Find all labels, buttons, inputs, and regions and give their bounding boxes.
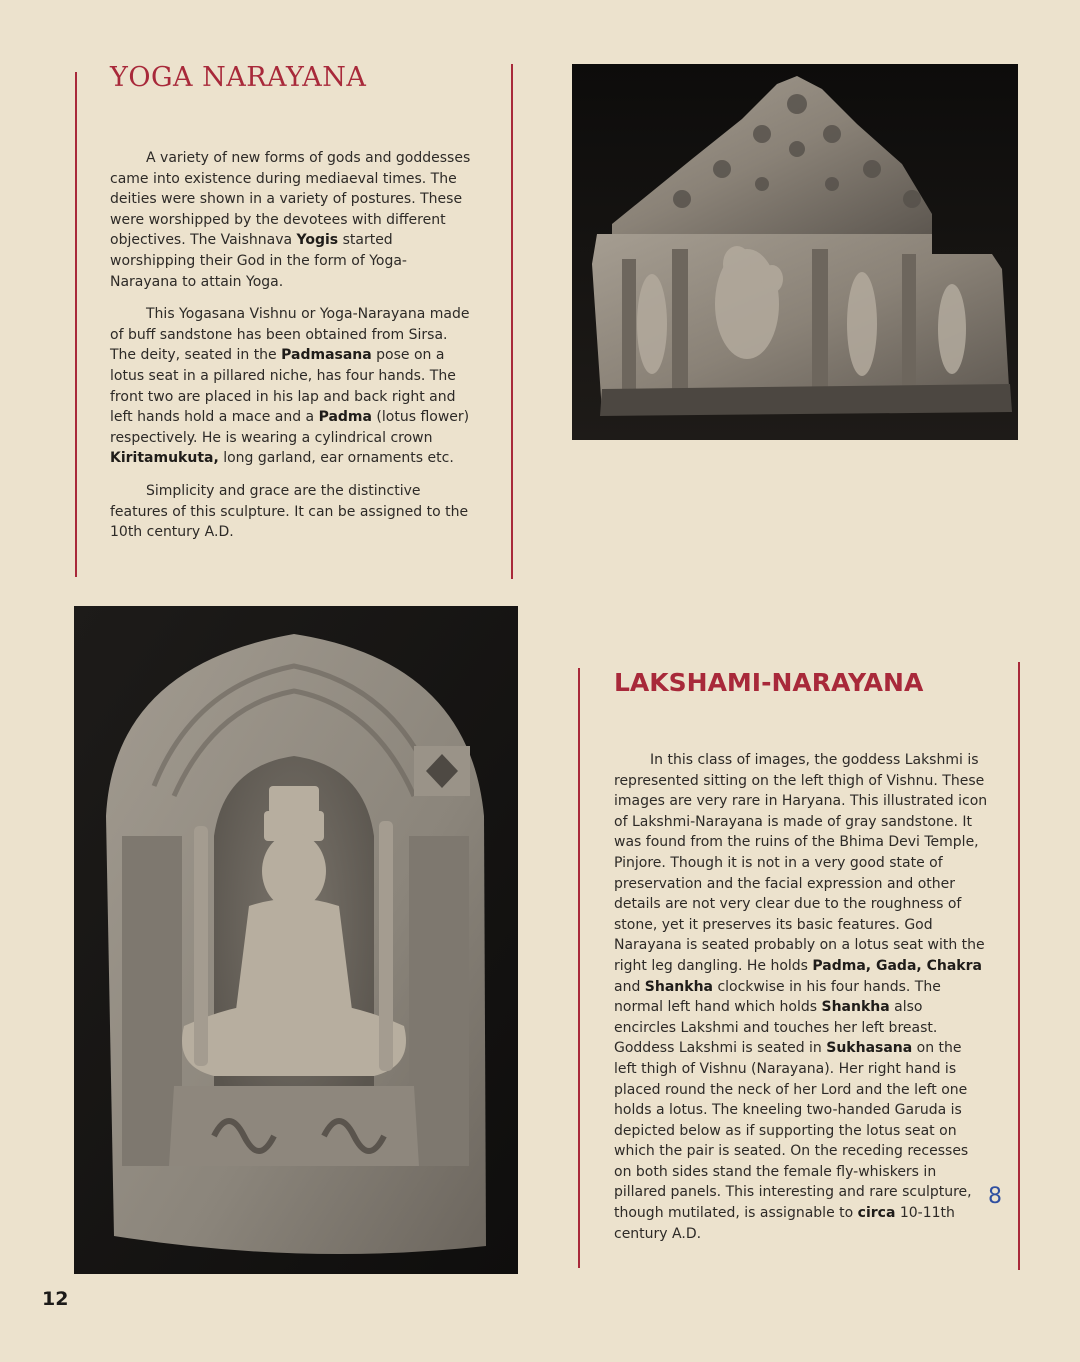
lakshmi-term: Padma, Gada, Chakra bbox=[812, 957, 982, 974]
yoga-paragraph bbox=[110, 304, 472, 469]
lakshmi-term: Sukhasana bbox=[826, 1040, 913, 1057]
lakshmi-term: Shankha bbox=[821, 999, 890, 1016]
lakshami-narayana-title: LAKSHAMI-NARAYANA bbox=[614, 668, 924, 697]
lakshmi-term: Shankha bbox=[644, 978, 713, 995]
yoga-text-run: This Yogasana Vishnu or Yoga-Narayana made of buff sandstone has been obtained from Sirsa. The deity, seated in the bbox=[110, 306, 470, 364]
page-number: 12 bbox=[42, 1288, 69, 1310]
yoga-narayana-sculpture-icon bbox=[74, 606, 518, 1274]
yoga-text-run: A variety of new forms of gods and goddesses came into existence during mediaeval times. The deities were shown in a variety of postures. These were worshipped by the devotees with different objectives. The Vaishnava bbox=[110, 150, 471, 249]
lakshmi-text-run: and bbox=[614, 978, 645, 995]
lakshmi-text-run: 10-11th century A.D. bbox=[614, 1205, 955, 1242]
yoga-term: Padmasana bbox=[281, 347, 372, 364]
yoga-term: Yogis bbox=[296, 232, 339, 249]
yoga-text-run: long garland, ear ornaments etc. bbox=[218, 450, 454, 467]
yoga-text-run: pose on a lotus seat in a pillared niche, has four hands. The front two are placed in his lap and back right and left hands hold a mace and a bbox=[110, 347, 456, 426]
rule-right-bottom bbox=[1018, 662, 1020, 1270]
lakshmi-text-run: In this class of images, the goddess Lakshmi is represented sitting on the left thigh of Vishnu. These images are very rare in Haryana. This illustrated icon of Lakshmi-Narayana is made of gray sandstone. It was found from the ruins of the Bhima Devi Temple, Pinjore. Though it is not in a very good state of preservation and the facial expression and other details are not very clear due to the roughness of stone, yet it preserves its basic features. God Narayana is seated probably on a lotus seat with the right leg dangling. He holds bbox=[614, 752, 988, 974]
rule-left-bottom bbox=[578, 668, 580, 1268]
handwritten-annotation: 8 bbox=[988, 1184, 1002, 1209]
yoga-narayana-photo bbox=[74, 606, 518, 1274]
yoga-text-run: (lotus flower) respectively. He is wearing a cylindrical crown bbox=[110, 409, 470, 446]
lakshmi-term: circa bbox=[857, 1205, 896, 1222]
yoga-term: Kiritamukuta, bbox=[110, 450, 219, 467]
lakshmi-paragraph bbox=[614, 750, 988, 1244]
rule-right-top bbox=[511, 64, 513, 579]
yoga-term: Padma bbox=[318, 409, 372, 426]
yoga-narayana-text bbox=[110, 148, 472, 555]
yoga-narayana-title: YOGA NARAYANA bbox=[110, 62, 367, 93]
lakshmi-narayana-sculpture-icon bbox=[572, 64, 1018, 440]
yoga-paragraph bbox=[110, 148, 472, 292]
lakshmi-text-run: on the left thigh of Vishnu (Narayana). Her right hand is placed round the neck of her Lord and the left one holds a lotus. The kneeling two-handed Garuda is depicted below as if supporting the lotus seat on which the pair is seated. On the receding recesses on both sides stand the female fly-whiskers in pillared panels. This interesting and rare sculpture, though mutilated, is assignable to bbox=[614, 1040, 972, 1222]
yoga-paragraph bbox=[110, 481, 472, 543]
yoga-text-run: started worshipping their God in the form of Yoga-Narayana to attain Yoga. bbox=[110, 232, 407, 290]
lakshmi-text-run: clockwise in his four hands. The normal left hand which holds bbox=[614, 978, 941, 1016]
lakshmi-text-run: also encircles Lakshmi and touches her left breast. Goddess Lakshmi is seated in bbox=[614, 999, 938, 1057]
lakshami-narayana-text bbox=[614, 750, 988, 1256]
rule-left-top bbox=[75, 72, 77, 577]
yoga-text-run: Simplicity and grace are the distinctive features of this sculpture. It can be assigned to the 10th century A.D. bbox=[110, 482, 469, 541]
lakshmi-narayana-photo bbox=[572, 64, 1018, 440]
